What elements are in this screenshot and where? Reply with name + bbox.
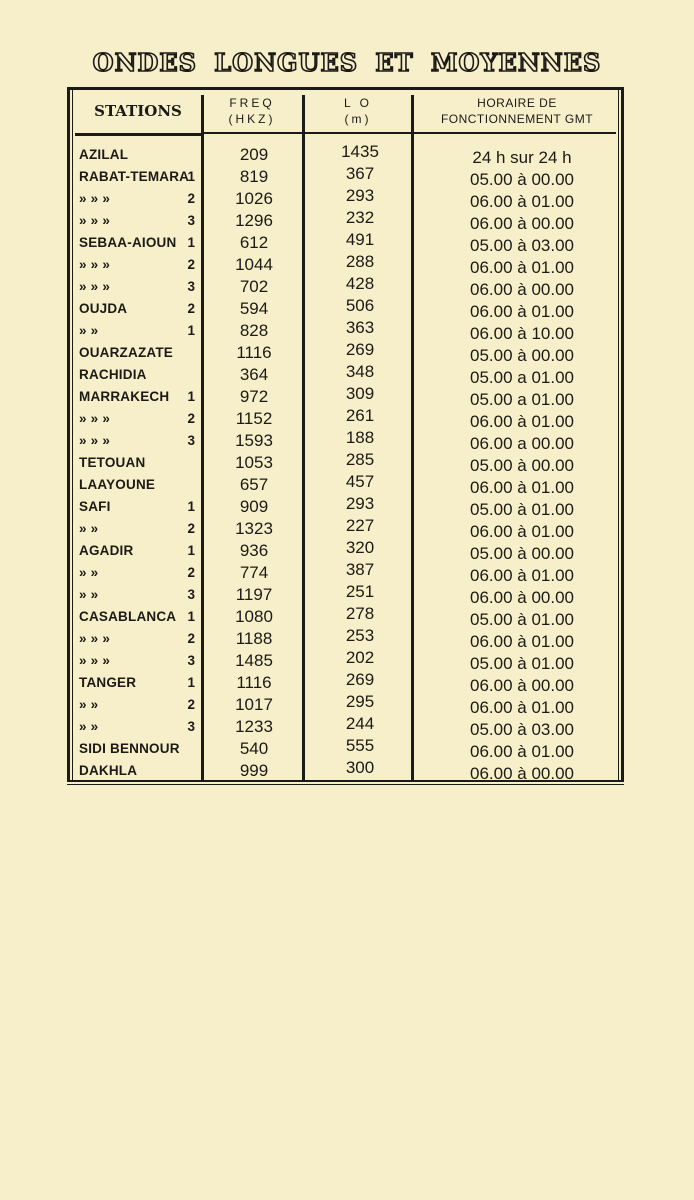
station-number: 2 [187, 191, 195, 206]
wavelength-value: 227 [345, 516, 375, 535]
schedule-value: 06.00 à 01.00 [470, 192, 574, 211]
station-name: » » [79, 323, 99, 338]
schedule-value: 06.00 à 01.00 [470, 522, 574, 541]
station-number: 2 [187, 631, 195, 646]
schedule-value: 06.00 à 00.00 [470, 676, 574, 695]
station-name: OUARZAZATE [79, 345, 173, 360]
wavelength-value: 253 [345, 626, 375, 645]
frequency-value: 364 [239, 365, 269, 384]
schedule-value: 06.00 à 01.00 [470, 566, 574, 585]
schedule-value: 06.00 à 01.00 [470, 412, 574, 431]
schedule-value: 06.00 à 00.00 [470, 214, 574, 233]
schedule-value: 05.00 a 01.00 [470, 368, 574, 387]
schedule-value: 06.00 à 00.00 [470, 764, 574, 783]
wavelength-value: 269 [345, 340, 375, 359]
wavelength-value: 363 [345, 318, 375, 337]
station-number: 2 [187, 521, 195, 536]
frequency-value: 828 [239, 321, 269, 340]
station-name: » » » [79, 213, 111, 228]
wavelength-value: 188 [345, 428, 375, 447]
frequency-value: 1233 [235, 717, 273, 736]
page-title: ONDES LONGUES ET MOYENNES [92, 48, 602, 77]
wavelength-value: 555 [345, 736, 375, 755]
schedule-value: 06.00 à 01.00 [470, 302, 574, 321]
wavelength-value: 320 [345, 538, 375, 557]
station-number: 1 [187, 235, 195, 250]
wavelength-value: 251 [345, 582, 375, 601]
header-stations: STATIONS [94, 102, 182, 120]
schedule-value: 24 h sur 24 h [472, 148, 572, 167]
frequency-table [67, 87, 624, 784]
station-name: » » [79, 719, 99, 734]
frequency-value: 909 [239, 497, 269, 516]
station-name: CASABLANCA [79, 609, 177, 624]
wavelength-value: 202 [345, 648, 375, 667]
wavelength-value: 367 [345, 164, 375, 183]
header-frequency-line1: FREQ [229, 96, 275, 110]
frequency-value: 1053 [235, 453, 273, 472]
frequency-value: 540 [239, 739, 269, 758]
frequency-value: 209 [239, 145, 269, 164]
schedule-value: 05.00 à 01.00 [470, 500, 574, 519]
frequency-value: 1116 [236, 673, 272, 692]
header-frequency-line2: (HKZ) [228, 112, 276, 126]
schedule-value: 05.00 à 00.00 [470, 346, 574, 365]
station-name: SAFI [79, 499, 111, 514]
frequency-value: 702 [239, 277, 269, 296]
schedule-value: 06.00 à 00.00 [470, 280, 574, 299]
schedule-value: 05.00 à 01.00 [470, 610, 574, 629]
station-name: DAKHLA [79, 763, 138, 778]
station-name: AZILAL [79, 147, 129, 162]
station-name: » » [79, 521, 99, 536]
header-schedule-line2: FONCTIONNEMENT GMT [440, 112, 594, 126]
station-number: 2 [187, 697, 195, 712]
station-number: 1 [187, 389, 195, 404]
station-name: SEBAA-AIOUN [79, 235, 177, 250]
header-wavelength-line2: (m) [344, 112, 372, 126]
schedule-value: 05.00 a 01.00 [470, 390, 574, 409]
station-name: LAAYOUNE [79, 477, 156, 492]
station-number: 1 [187, 609, 195, 624]
station-number: 2 [187, 565, 195, 580]
station-name: » » » [79, 433, 111, 448]
frequency-value: 1044 [235, 255, 273, 274]
wavelength-value: 269 [345, 670, 375, 689]
station-name: » » [79, 587, 99, 602]
schedule-value: 05.00 à 00.00 [470, 544, 574, 563]
frequency-value: 1296 [235, 211, 273, 230]
frequency-value: 1152 [235, 409, 273, 428]
header-schedule [417, 95, 617, 127]
frequency-value: 594 [239, 299, 269, 318]
frequency-value: 1593 [235, 431, 273, 450]
station-number: 1 [187, 169, 195, 184]
schedule-value: 05.00 à 00.00 [470, 170, 574, 189]
header-schedule-line1: HORAIRE DE [477, 96, 557, 110]
header-wavelength-line1: L O [344, 96, 372, 110]
header-wavelength [305, 95, 411, 127]
station-name: » » » [79, 631, 111, 646]
station-number: 1 [187, 675, 195, 690]
station-name: MARRAKECH [79, 389, 170, 404]
schedule-value: 06.00 a 00.00 [470, 434, 574, 453]
station-name: » » [79, 697, 99, 712]
wavelength-value: 309 [345, 384, 375, 403]
schedule-value: 06.00 à 01.00 [470, 478, 574, 497]
station-number: 2 [187, 257, 195, 272]
frequency-value: 819 [239, 167, 269, 186]
schedule-value: 06.00 à 10.00 [470, 324, 574, 343]
station-number: 3 [187, 587, 195, 602]
table-top-rule [67, 87, 624, 90]
wavelength-value: 300 [345, 758, 375, 777]
station-name: TANGER [79, 675, 137, 690]
station-name: RACHIDIA [79, 367, 147, 382]
station-name: TETOUAN [79, 455, 146, 470]
wavelength-value: 295 [345, 692, 375, 711]
frequency-value: 1323 [235, 519, 273, 538]
station-number: 3 [187, 213, 195, 228]
station-number: 1 [187, 499, 195, 514]
station-number: 1 [187, 323, 195, 338]
station-name: » » » [79, 257, 111, 272]
header-frequency [204, 95, 300, 127]
wavelength-value: 387 [345, 560, 375, 579]
wavelength-value: 278 [345, 604, 375, 623]
table-bottom-rule-thin [67, 784, 624, 785]
station-number: 3 [187, 653, 195, 668]
frequency-value: 1188 [235, 629, 273, 648]
station-name: RABAT-TEMARA [79, 169, 190, 184]
table-row [67, 758, 624, 783]
station-number: 3 [187, 719, 195, 734]
wavelength-value: 293 [345, 186, 375, 205]
wavelength-value: 457 [345, 472, 375, 491]
schedule-value: 05.00 à 01.00 [470, 654, 574, 673]
wavelength-value: 232 [345, 208, 375, 227]
station-number: 2 [187, 301, 195, 316]
frequency-value: 612 [239, 233, 269, 252]
schedule-value: 06.00 à 01.00 [470, 632, 574, 651]
frequency-value: 936 [239, 541, 269, 560]
station-number: 1 [187, 543, 195, 558]
header-rule [305, 132, 411, 134]
schedule-value: 06.00 à 01.00 [470, 258, 574, 277]
schedule-value: 06.00 à 01.00 [470, 698, 574, 717]
header-rule [75, 133, 201, 136]
station-name: » » » [79, 279, 111, 294]
wavelength-value: 428 [345, 274, 375, 293]
wavelength-value: 285 [345, 450, 375, 469]
station-name: » » » [79, 411, 111, 426]
schedule-value: 05.00 à 03.00 [470, 236, 574, 255]
header-rule [204, 132, 302, 134]
frequency-value: 657 [239, 475, 269, 494]
frequency-value: 1485 [235, 651, 273, 670]
wavelength-value: 288 [345, 252, 375, 271]
frequency-value: 1197 [235, 585, 273, 604]
station-number: 3 [187, 433, 195, 448]
frequency-value: 1080 [235, 607, 273, 626]
wavelength-value: 491 [345, 230, 375, 249]
station-number: 2 [187, 411, 195, 426]
station-name: » » [79, 565, 99, 580]
wavelength-value: 244 [345, 714, 375, 733]
wavelength-value: 1435 [341, 142, 379, 161]
wavelength-value: 293 [345, 494, 375, 513]
wavelength-value: 348 [345, 362, 375, 381]
station-name: OUJDA [79, 301, 128, 316]
schedule-value: 06.00 à 00.00 [470, 588, 574, 607]
frequency-value: 999 [239, 761, 269, 780]
schedule-value: 05.00 à 00.00 [470, 456, 574, 475]
schedule-value: 05.00 à 03.00 [470, 720, 574, 739]
frequency-value: 1026 [235, 189, 273, 208]
station-number: 3 [187, 279, 195, 294]
frequency-value: 1017 [235, 695, 273, 714]
wavelength-value: 261 [345, 406, 375, 425]
wavelength-value: 506 [345, 296, 375, 315]
header-rule [414, 132, 616, 134]
frequency-value: 774 [239, 563, 269, 582]
frequency-value: 1116 [236, 343, 272, 362]
frequency-value: 972 [239, 387, 269, 406]
station-name: » » » [79, 653, 111, 668]
station-name: AGADIR [79, 543, 134, 558]
station-name: SIDI BENNOUR [79, 741, 180, 756]
station-name: » » » [79, 191, 111, 206]
schedule-value: 06.00 à 01.00 [470, 742, 574, 761]
